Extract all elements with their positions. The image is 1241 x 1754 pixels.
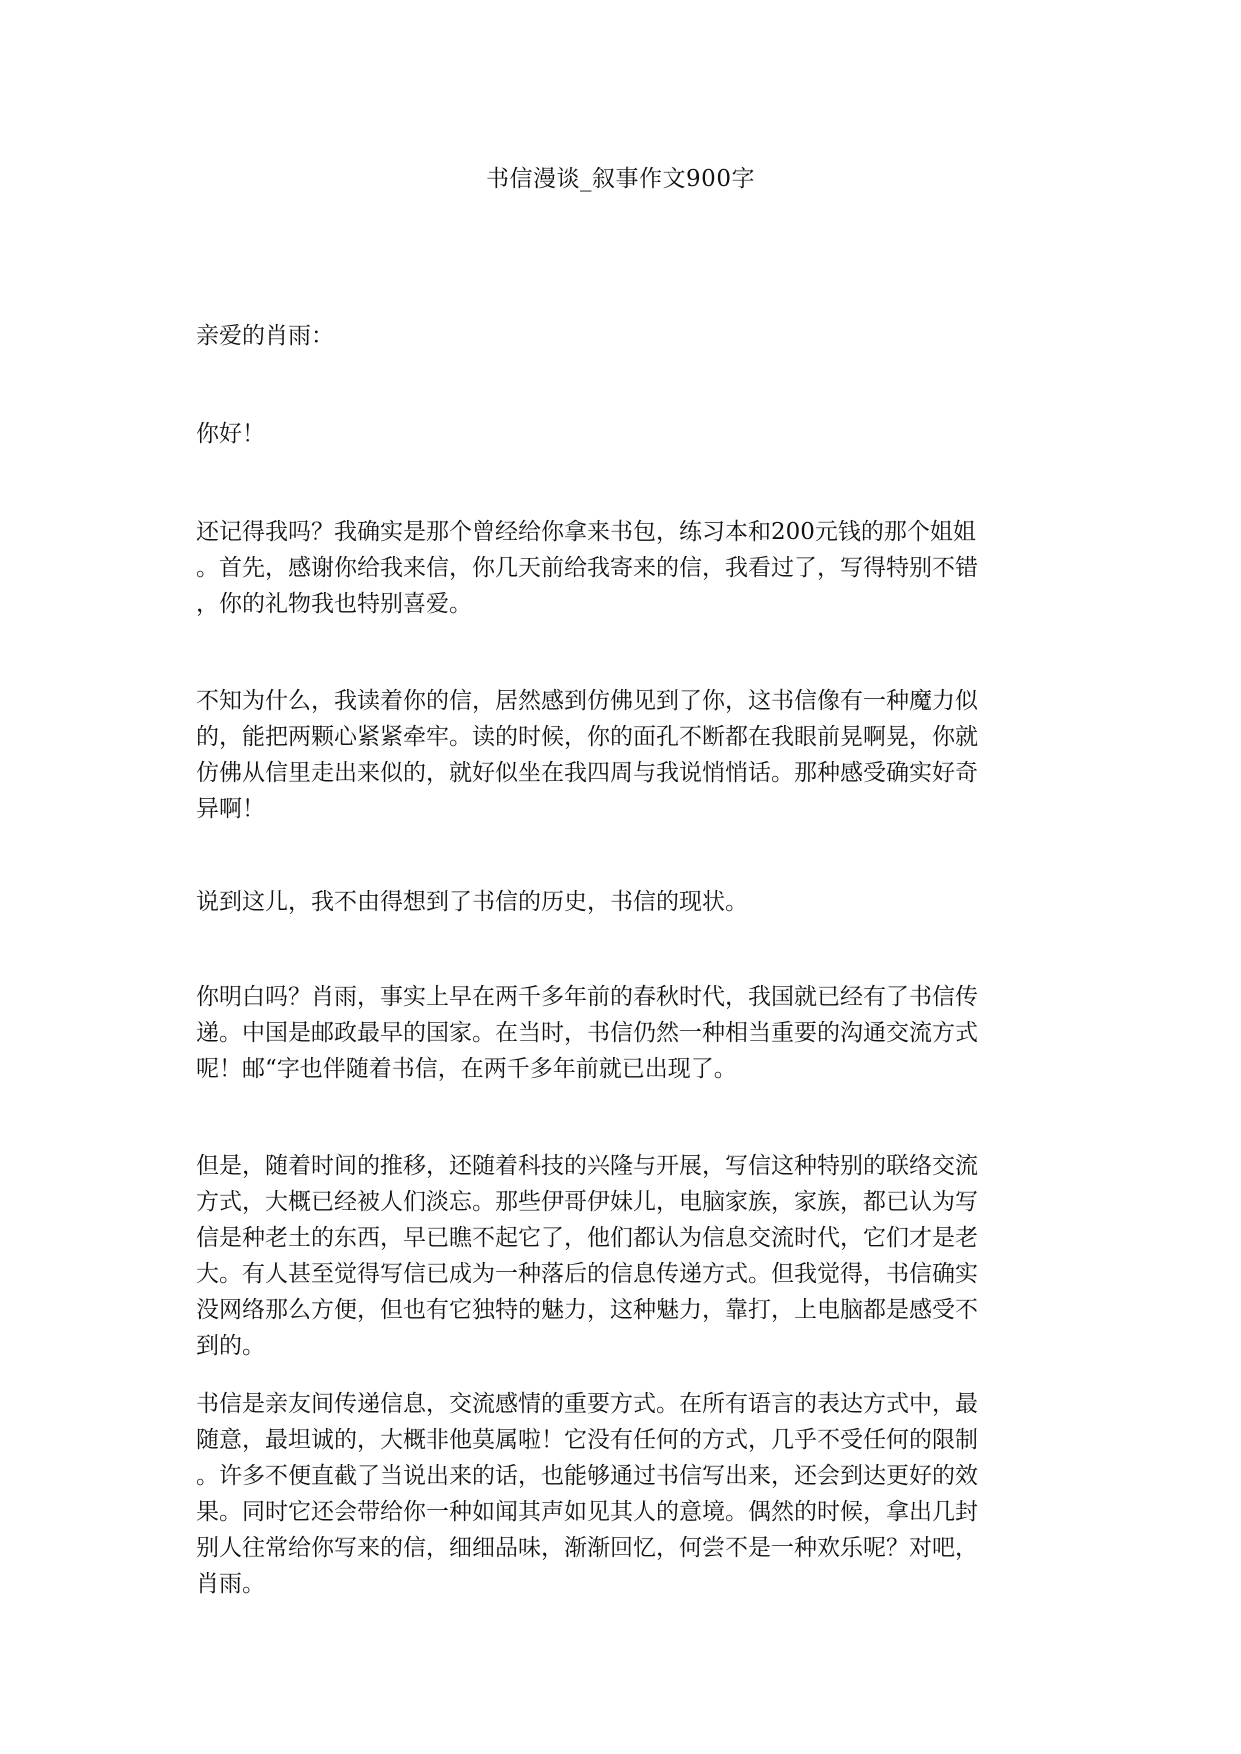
text-line: 。首先，感谢你给我来信，你几天前给我寄来的信，我看过了，写得特别不错 [196,555,978,581]
text-line: 仿佛从信里走出来似的，就好似坐在我四周与我说悄悄话。那种感受确实好奇 [196,760,978,786]
text-line: 别人往常给你写来的信，细细品味，渐渐回忆，何尝不是一种欢乐呢？对吧， [196,1535,978,1561]
text-line: 肖雨。 [196,1571,265,1597]
text-line: ，你的礼物我也特别喜爱。 [196,591,472,617]
text-line: 说到这儿，我不由得想到了书信的历史，书信的现状。 [196,889,748,915]
salutation [196,318,1056,354]
text-line: 没网络那么方便，但也有它独特的魅力，这种魅力，靠打，上电脑都是感受不 [196,1297,978,1323]
paragraph-3 [196,884,1056,920]
paragraph-5 [196,1148,1056,1364]
text-line: 果。同时它还会带给你一种如闻其声如见其人的意境。偶然的时候，拿出几封 [196,1499,978,1525]
text-line: 不知为什么，我读着你的信，居然感到仿佛见到了你，这书信像有一种魔力似 [196,688,978,714]
text-line: 递。中国是邮政最早的国家。在当时，书信仍然一种相当重要的沟通交流方式 [196,1020,978,1046]
text-line: 还记得我吗？我确实是那个曾经给你拿来书包，练习本和200元钱的那个姐姐 [196,519,976,545]
paragraph-4 [196,979,1056,1087]
text-line: 大。有人甚至觉得写信已成为一种落后的信息传递方式。但我觉得，书信确实 [196,1261,978,1287]
text-line: 但是，随着时间的推移，还随着科技的兴隆与开展，写信这种特别的联络交流 [196,1153,978,1179]
paragraph-2 [196,683,1056,827]
paragraph-1 [196,514,1056,622]
text-line: 。许多不便直截了当说出来的话，也能够通过书信写出来，还会到达更好的效 [196,1463,978,1489]
text-line: 方式，大概已经被人们淡忘。那些伊哥伊妹儿，电脑家族，家族，都已认为写 [196,1189,978,1215]
text-line: 书信是亲友间传递信息，交流感情的重要方式。在所有语言的表达方式中，最 [196,1391,978,1417]
text-line: 到的。 [196,1333,265,1359]
greeting [196,416,1056,452]
text-line: 你明白吗？肖雨，事实上早在两千多年前的春秋时代，我国就已经有了书信传 [196,984,978,1010]
text-line: 异啊！ [196,796,265,822]
text-line: 的，能把两颗心紧紧牵牢。读的时候，你的面孔不断都在我眼前晃啊晃，你就 [196,724,978,750]
text-line: 随意，最坦诚的，大概非他莫属啦！它没有任何的方式，几乎不受任何的限制 [196,1427,978,1453]
paragraph-6 [196,1386,1056,1602]
text-line: 你好！ [196,421,265,447]
text-line: 亲爱的肖雨： [196,323,334,349]
document-title: 书信漫谈_叙事作文900字 [486,166,755,192]
text-line: 信是种老土的东西，早已瞧不起它了，他们都认为信息交流时代，它们才是老 [196,1225,978,1251]
text-line: 呢！邮“字也伴随着书信，在两千多年前就已出现了。 [196,1056,737,1082]
